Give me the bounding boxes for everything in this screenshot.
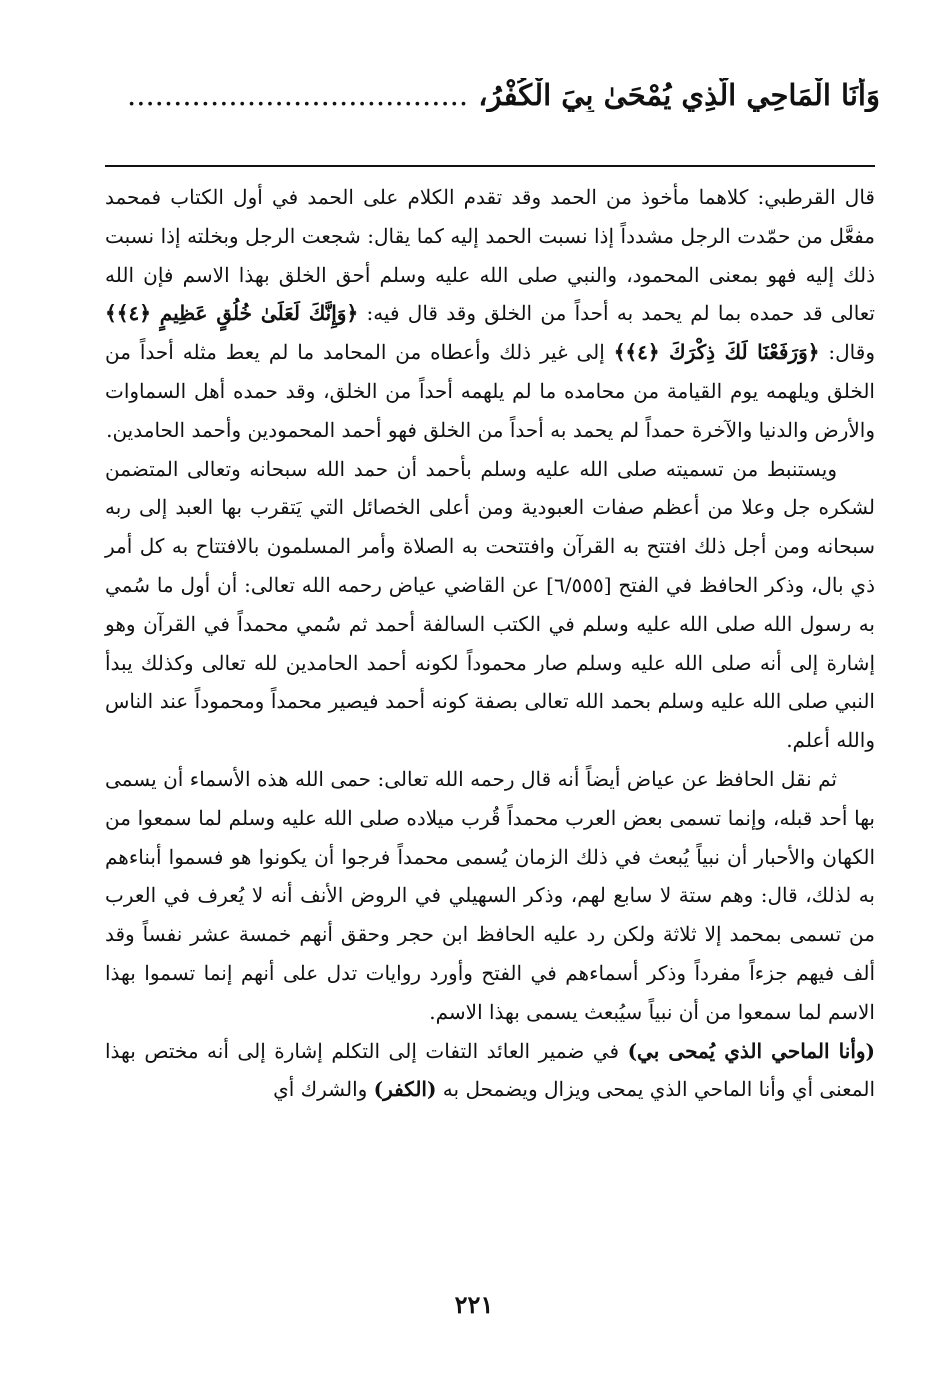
paragraph-text: قال القرطبي: كلاهما مأخوذ من الحمد وقد تقدم الكلام على الحمد في أول الكتاب فمحمد مفعَّل من حمّدت الرجل مشدداً إذا نسبت الحمد إليه كما يقال: شجعت الرجل وبخلته إذا نسبت ذلك إليه فهو بمعنى المحمود، والنبي صلى الله عليه وسلم أحق الخلق بهذا الاسم فإن الله تعالى قد حمده بما لم يحمد به أحداً من الخلق وقد قال فيه:: [105, 185, 876, 326]
paragraph-text: والشرك أي: [273, 1077, 374, 1102]
header-divider: [105, 165, 875, 167]
header-title: وَأَنَا الْمَاحِي الَّذِي يُمْحَىٰ بِيَ الْكُفْرُ،: [478, 78, 880, 112]
paragraph-istinbat: ويستنبط من تسميته صلى الله عليه وسلم بأحمد أن حمد الله سبحانه وتعالى المتضمن لشكره جل وعلا من أعظم صفات العبودية ومن أعلى الخصائل التي يَتقرب بها العبد إلى ربه سبحانه ومن أجل ذلك افتتح به القرآن وافتتحت به الصلاة وأمر المسلمون بالافتتاح به كل أمر ذي بال، وذكر الحافظ في الفتح [٦/٥٥٥] عن القاضي عياض رحمه الله تعالى: أن أول ما سُمي به رسول الله صلى الله عليه وسلم في الكتب السالفة أحمد ثم سُمي محمداً في القرآن وهو إشارة إلى أنه صلى الله عليه وسلم صار محموداً لكونه أحمد الحامدين لله تعالى وكذلك يبدأ النبي صلى الله عليه وسلم بحمد الله تعالى بصفة كونه أحمد فيصير محمداً ومحموداً عند الناس والله أعلم.: [105, 456, 875, 753]
commentary-body: [105, 178, 875, 1109]
paragraph-text: وقال:: [819, 340, 875, 365]
paragraph-mahi: [105, 1032, 875, 1110]
paragraph-qurtubi: [105, 178, 875, 450]
paragraph-text: إلى غير ذلك وأعطاه من المحامد ما لم يعط مثله أحداً من الخلق ويلهمه يوم القيامة من محامده ما لم يلهمه أحداً من الخلق، وقد حمده أهل السماوات والأرض والدنيا والآخرة حمداً لم يحمد به أحداً من الخلق فهو أحمد المحمودين وأحمد الحامدين.: [105, 340, 875, 442]
running-header: [70, 78, 880, 112]
paragraph-text: في ضمير العائد التفات إلى التكلم إشارة إلى أنه مختص بهذا المعنى أي وأنا الماحي الذي يمحى ويزال ويضمحل به: [105, 1038, 875, 1102]
lemma-text: (وأنا الماحي الذي يُمحى بي): [627, 1038, 875, 1063]
paragraph-iyad: ثم نقل الحافظ عن عياض أيضاً أنه قال رحمه الله تعالى: حمى الله هذه الأسماء أن يسمى بها أحد قبله، وإنما تسمى بعض العرب محمداً قُرب ميلاده صلى الله عليه وسلم لما سمعوا من الكهان والأحبار أن نبياً يُبعث في ذلك الزمان يُسمى محمداً فرجوا أن يكونوا هو فسموا أبناءهم به لذلك، قال: وهم ستة لا سابع لهم، وذكر السهيلي في الروض الأنف أنه لا يُعرف في العرب من تسمى بمحمد إلا ثلاثة ولكن رد عليه الحافظ ابن حجر وحقق أنهم خمسة عشر نفساً وقد ألف فيهم جزءاً مفرداً وذكر أسماءهم في الفتح وأورد روايات تدل على أنهم إنما تسموا بهذا الاسم لما سمعوا من أن نبياً سيُبعث يسمى بهذا الاسم.: [105, 766, 875, 1024]
quran-quote: ﴿وَإِنَّكَ لَعَلَىٰ خُلُقٍ عَظِيمٍ ﴿٤﴾﴾: [105, 301, 359, 326]
quran-quote: ﴿وَرَفَعْنَا لَكَ ذِكْرَكَ ﴿٤﴾﴾: [613, 340, 820, 365]
page-number: ٢٢١: [454, 1290, 494, 1319]
lemma-text: (الكفر): [373, 1077, 437, 1102]
header-dots: .....................................: [127, 78, 469, 112]
